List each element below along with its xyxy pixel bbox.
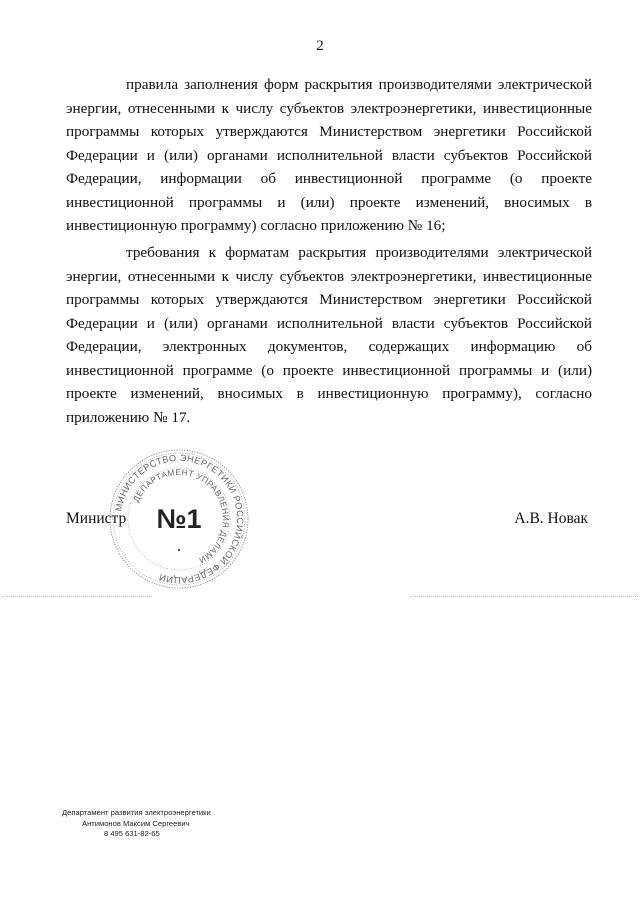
footer-executor: Антимонов Максим Сергеевич [82,818,190,828]
page-number: 2 [316,38,324,54]
signature-title: Министр [66,510,127,527]
official-stamp [108,448,250,590]
stamp-inner-text: ДЕПАРТАМЕНТ УПРАВЛЕНИЯ ДЕЛАМИ [130,466,232,566]
footer-department: Департамент развития электроэнергетики [62,808,211,817]
paragraph-rules: правила заполнения форм раскрытия производителями электрической энергии, отнесенными к числу субъектов электроэнергетики, инвестиционные программы которых утверждаются Министерством энергетики Российской Федерации и (или) органами исполнительной власти субъектов Российской Федерации, информации об инвестиционной программе (о проекте инвестиционной программы и (или) проекте изменений, вносимых в инвестиционную программу) согласно приложению № 16; [66,76,592,234]
footer-phone: 8 495 631-82-65 [104,829,160,838]
stamp-number: №1 [156,504,202,534]
dotted-line-left [2,596,152,597]
stamp-outer-text: МИНИСТЕРСТВО ЭНЕРГЕТИКИ РОССИЙСКОЙ ФЕДЕРАЦИИ [113,452,246,586]
paragraph-requirements: требования к форматам раскрытия производителями электрической энергии, отнесенными к числу субъектов электроэнергетики, инвестиционные программы которых утверждаются Министерством энергетики Российской Федерации и (или) органами исполнительной власти субъектов Российской Федерации, электронных документов, содержащих информацию об инвестиционной программе (о проекте инвестиционной программы и (или) проекте изменений, вносимых в инвестиционную программу), согласно приложению № 17. [66,244,592,426]
signature-name: А.В. Новак [514,510,588,527]
dotted-line-right [410,596,638,597]
executor-footer [62,808,211,840]
